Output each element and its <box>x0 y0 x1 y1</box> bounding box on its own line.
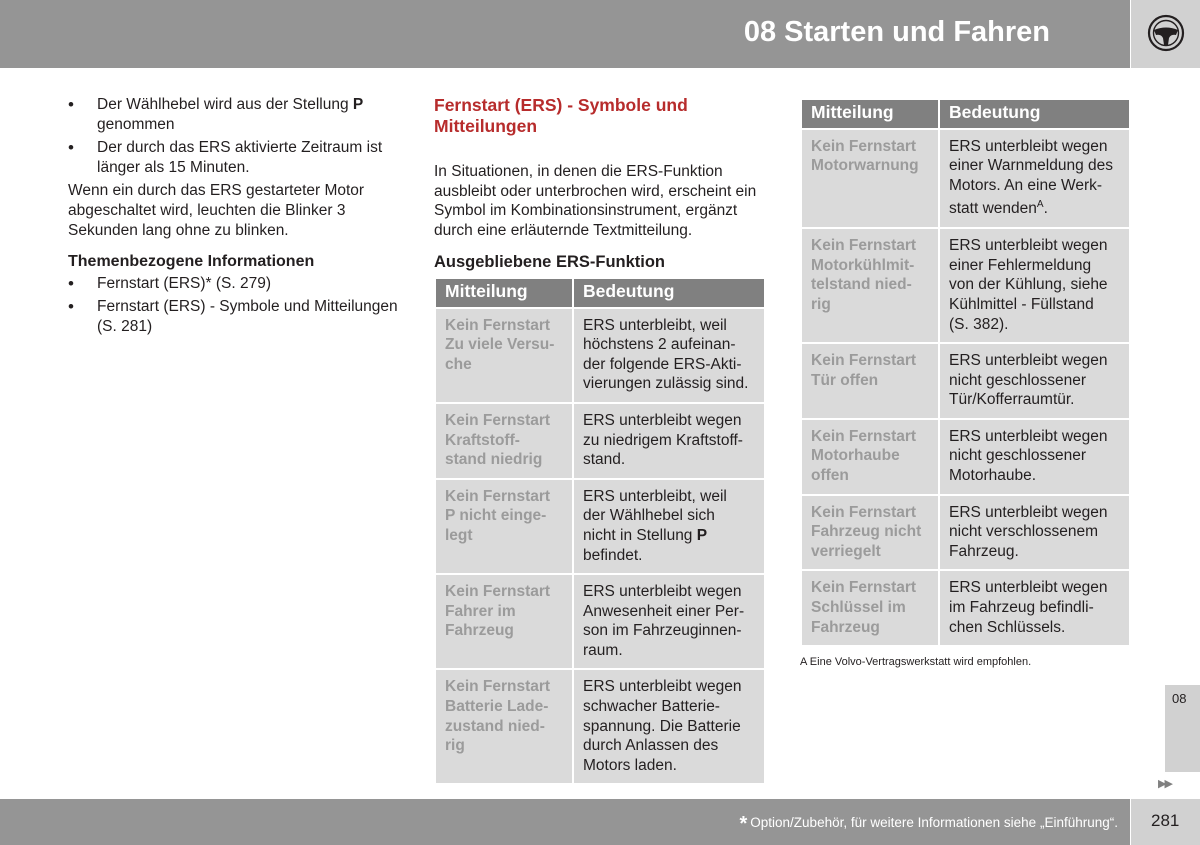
meaning-cell: ERS unterbleibt, weil der Wählhebel sich nicht in Stellung P befindet. <box>573 479 765 574</box>
meaning-cell: ERS unterbleibt wegen einer Fehlermeldung von der Kühlung, siehe Kühlmittel - Füllstand (S. 382). <box>939 228 1130 343</box>
table-title: Ausgebliebene ERS-Funktion <box>434 253 666 272</box>
steering-wheel-icon <box>1147 14 1185 52</box>
message-cell: Kein Fernstart Tür offen <box>801 343 939 419</box>
table-row <box>435 479 765 574</box>
chapter-tab <box>1131 0 1200 68</box>
chapter-number: 08 <box>1172 691 1187 706</box>
page-number-box <box>1131 799 1200 845</box>
table-row <box>435 403 765 479</box>
table-row <box>801 228 1130 343</box>
column-header: Mitteilung <box>435 278 573 308</box>
meaning-cell: ERS unterbleibt wegen zu niedrigem Kraftstoff- stand. <box>573 403 765 479</box>
table-row <box>801 495 1130 571</box>
footer-note: * Option/Zubehör, für weitere Informationen siehe „Einführung“. <box>739 813 1118 835</box>
ers-table-2 <box>800 98 1131 647</box>
message-cell: Kein Fernstart Kraftstoff- stand niedrig <box>435 403 573 479</box>
related-link[interactable]: • Fernstart (ERS)* (S. 279) <box>68 274 408 294</box>
chapter-title: 08 Starten und Fahren <box>743 16 1050 48</box>
page-footer <box>0 799 1130 845</box>
meaning-cell: ERS unterbleibt wegen nicht geschlossener Motorhaube. <box>939 419 1130 495</box>
intro-paragraph: In Situationen, in denen die ERS-Funktion ausbleibt oder unterbrochen wird, erscheint ein Symbol im Kombinationsinstrument, ergänzt durch eine erläuternde Textmitteilung. <box>434 163 757 239</box>
meaning-cell: ERS unterbleibt, weil höchstens 2 aufeinan- der folgende ERS-Akti- vierungen zulässig sind. <box>573 308 765 403</box>
table-row <box>801 419 1130 495</box>
table-row <box>435 308 765 403</box>
column-header: Bedeutung <box>573 278 765 308</box>
message-cell: Kein Fernstart Motorhaube offen <box>801 419 939 495</box>
table-row <box>435 669 765 784</box>
related-heading: Themenbezogene Informationen <box>68 253 315 271</box>
meaning-cell: ERS unterbleibt wegen einer Warnmeldung des Motors. An eine Werk- statt wenden$^A$. <box>939 129 1130 229</box>
message-cell: Kein Fernstart Motorwarnung <box>801 129 939 229</box>
message-cell: Kein Fernstart Schlüssel im Fahrzeug <box>801 570 939 646</box>
list-item: • Der Wählhebel wird aus der Stellung P genommen <box>68 95 408 134</box>
message-cell: Kein Fernstart Fahrzeug nicht verriegelt <box>801 495 939 571</box>
related-link[interactable]: • Fernstart (ERS) - Symbole und Mitteilungen (S. 281) <box>68 297 408 336</box>
meaning-cell: ERS unterbleibt wegen Anwesenheit einer Per- son im Fahrzeuginnen- raum. <box>573 574 765 669</box>
meaning-cell: ERS unterbleibt wegen im Fahrzeug befindli- chen Schlüssels. <box>939 570 1130 646</box>
column-middle <box>434 95 766 785</box>
message-cell: Kein Fernstart P nicht einge- legt <box>435 479 573 574</box>
table-row <box>801 129 1130 229</box>
paragraph: Wenn ein durch das ERS gestarteter Motor abgeschaltet wird, leuchten die Blinker 3 Sekunden lang ohne zu blinken. <box>68 182 365 239</box>
message-cell: Kein Fernstart Batterie Lade- zustand nied- rig <box>435 669 573 784</box>
double-chevron-right-icon: ▶▶ <box>1158 778 1171 790</box>
column-right <box>800 98 1131 673</box>
meaning-cell: ERS unterbleibt wegen nicht geschlossener Tür/Kofferraumtür. <box>939 343 1130 419</box>
message-cell: Kein Fernstart Fahrer im Fahrzeug <box>435 574 573 669</box>
table-row <box>801 343 1130 419</box>
table-row <box>435 574 765 669</box>
table-row <box>801 570 1130 646</box>
footnote: A Eine Volvo-Vertragswerkstatt wird empfohlen. <box>800 656 1032 669</box>
column-header: Mitteilung <box>801 99 939 129</box>
column-header: Bedeutung <box>939 99 1130 129</box>
message-cell: Kein Fernstart Zu viele Versu- che <box>435 308 573 403</box>
page-number: 281 <box>1151 811 1180 830</box>
ers-table-1 <box>434 277 766 785</box>
section-title: Fernstart (ERS) - Symbole und Mitteilungen <box>434 95 688 136</box>
meaning-cell: ERS unterbleibt wegen nicht verschlossenem Fahrzeug. <box>939 495 1130 571</box>
message-cell: Kein Fernstart Motorkühlmit- telstand nied- rig <box>801 228 939 343</box>
chapter-side-tab <box>1165 685 1200 772</box>
meaning-cell: ERS unterbleibt wegen schwacher Batterie- spannung. Die Batterie durch Anlassen des Motors laden. <box>573 669 765 784</box>
list-item: • Der durch das ERS aktivierte Zeitraum ist länger als 15 Minuten. <box>68 138 408 177</box>
chapter-header <box>0 0 1130 68</box>
column-left <box>68 95 408 341</box>
